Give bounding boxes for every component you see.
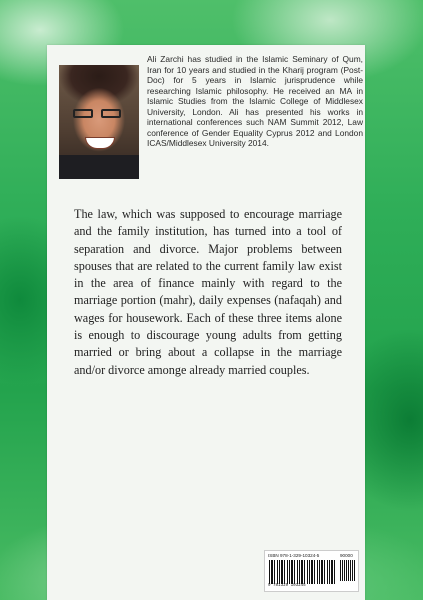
- book-blurb: The law, which was supposed to encourage marriage and the family institution, has turned into a tool of separation and divorce. Major problems between spouses that are related to the current family law exist in the area of finance mainly with regard to the marriage portion (mahr), daily expenses (nafaqah) and wages for housework. Each of these three items alone is enough to discourage young adults from getting married or bring about a collapse in the marriage and/or divorce amonge already married couples.: [74, 207, 342, 377]
- barcode-digits: 9 781329 103245: [268, 584, 306, 588]
- isbn-barcode: [264, 550, 359, 592]
- addon-barcode-bars: [340, 560, 355, 581]
- author-bio: Ali Zarchi has studied in the Islamic Seminary of Qum, Iran for 10 years and studied in the Kharij program (Post-Doc) for 5 years in Islamic jurisprudence while researching Islamic philosophy. He received an MA in Islamic Studies from the Islamic College of Middlesex University, London. Ali has presented his works in international conferences such NAM Summit 2012, Law conference of Gender Equality Cyprus 2012 and London ICAS/Middlesex University 2014.: [147, 54, 363, 149]
- glasses-detail: [73, 109, 125, 119]
- isbn-text: ISBN 978-1-329-10324-5: [268, 553, 320, 558]
- barcode-bars: [269, 560, 337, 584]
- price-addon-text: 90000: [340, 553, 353, 558]
- author-photo: [59, 65, 139, 179]
- smile-detail: [85, 137, 115, 149]
- shirt-detail: [59, 155, 139, 179]
